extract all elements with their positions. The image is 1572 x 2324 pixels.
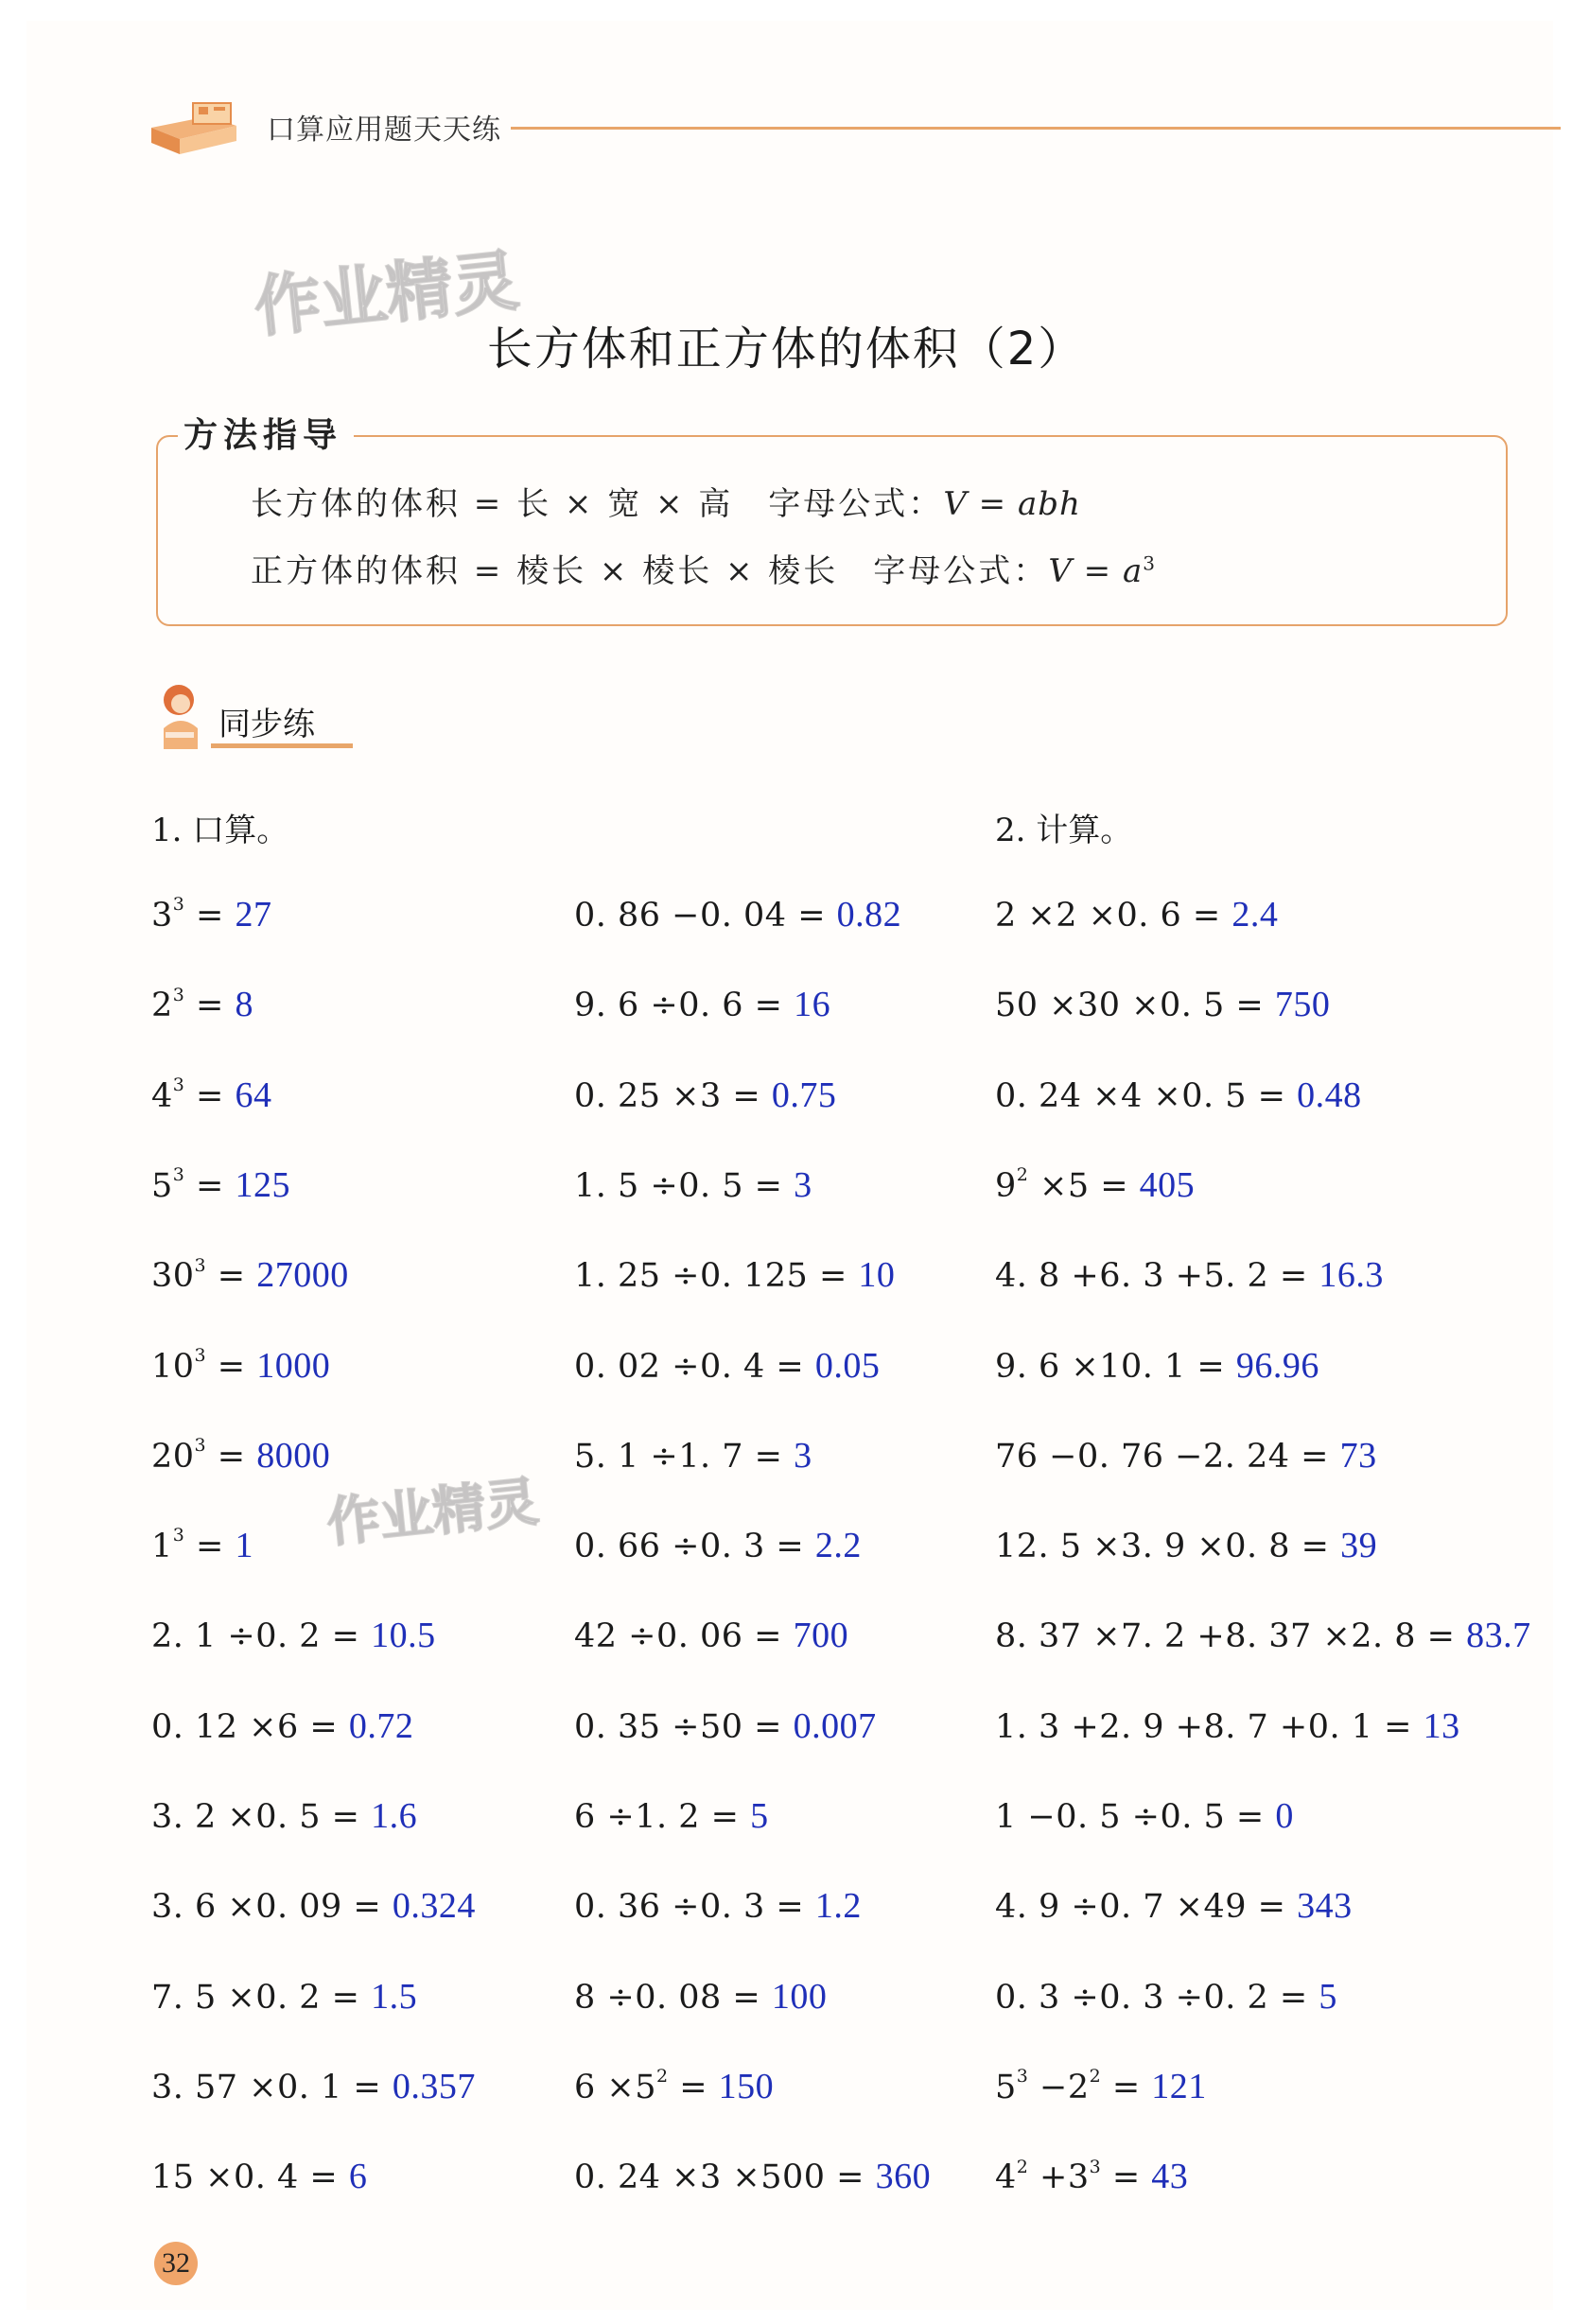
expression: $30^3$ =	[151, 1254, 257, 1296]
expression: 6 ÷1. 2 =	[574, 1798, 751, 1836]
expression: $2^3$ =	[151, 984, 236, 1025]
header-divider	[511, 127, 1561, 130]
expression: 2. 1 ÷0. 2 =	[151, 1617, 372, 1656]
problem-row	[995, 984, 1330, 1025]
answer: 0.05	[814, 1345, 881, 1386]
answer: 2.2	[814, 1526, 862, 1566]
method-line-text: 长方体的体积 = 长 × 宽 × 高 字母公式：	[251, 485, 944, 523]
answer: 39	[1340, 1526, 1378, 1566]
problem-row	[995, 1795, 1294, 1837]
expression: 4. 9 ÷0. 7 ×49 =	[995, 1888, 1298, 1927]
answer: 0.48	[1297, 1075, 1362, 1115]
problem-row	[574, 1705, 877, 1747]
problem-row	[995, 1976, 1337, 2018]
expression: $3^3$ =	[151, 894, 236, 935]
problem-row	[574, 1435, 812, 1477]
answer: 8	[235, 985, 253, 1025]
expression: $9^2 \times 5$ =	[995, 1164, 1140, 1205]
answer: 43	[1151, 2157, 1189, 2197]
problem-row	[151, 894, 271, 935]
expression: $5^3 -2^2$ =	[995, 2066, 1152, 2106]
answer: 16.3	[1319, 1255, 1384, 1296]
page-title: 长方体和正方体的体积（2）	[486, 323, 1086, 376]
problem-row	[574, 1525, 862, 1566]
expression: 9. 6 ÷0. 6 =	[574, 987, 795, 1025]
answer: 1.6	[371, 1796, 418, 1836]
exponent: 3	[1143, 551, 1158, 575]
problem-row	[995, 2066, 1207, 2107]
problem-row	[151, 1705, 413, 1747]
expression: 2 ×2 ×0. 6 =	[995, 897, 1232, 935]
expression: 4. 8 +6. 3 +5. 2 =	[995, 1257, 1319, 1296]
problem-row	[151, 2156, 367, 2197]
method-line-text: 正方体的体积 = 棱长 × 棱长 × 棱长 字母公式：	[251, 552, 1049, 590]
expression: $4^3$ =	[151, 1074, 236, 1115]
answer: 1000	[256, 1345, 331, 1386]
problem-row	[574, 1795, 769, 1837]
expression: 8 ÷0. 08 =	[574, 1978, 772, 2017]
section-label: 同步练	[218, 706, 315, 743]
answer: 0.82	[836, 895, 902, 935]
problem-row	[151, 1345, 330, 1387]
answer: 27000	[256, 1255, 349, 1296]
answer: 125	[235, 1164, 290, 1205]
problem-row	[574, 894, 901, 935]
formula: V = abh	[943, 485, 1081, 523]
answer: 8000	[256, 1435, 331, 1476]
expression: 1 −0. 5 ÷0. 5 =	[995, 1798, 1276, 1836]
expression: 0. 24 ×4 ×0. 5 =	[995, 1076, 1298, 1115]
problem-row	[151, 984, 253, 1025]
answer: 343	[1297, 1886, 1353, 1927]
formula: V = a	[1048, 552, 1144, 590]
question-2-heading: 2. 计算。	[995, 812, 1133, 849]
problem-row	[995, 1435, 1377, 1477]
expression: 0. 66 ÷0. 3 =	[574, 1528, 815, 1566]
expression: $1^3$ =	[151, 1525, 236, 1566]
answer: 121	[1151, 2066, 1207, 2106]
problem-row	[151, 1254, 349, 1296]
problem-row	[574, 2156, 931, 2197]
header-title: 口算应用题天天练	[267, 114, 501, 147]
page-number: 32	[154, 2242, 198, 2285]
expression: 0. 86 −0. 04 =	[574, 897, 837, 935]
answer: 3	[794, 1164, 812, 1205]
answer: 64	[235, 1075, 272, 1115]
problem-row	[995, 1075, 1362, 1116]
expression: 15 ×0. 4 =	[151, 2158, 349, 2197]
expression: 9. 6 ×10. 1 =	[995, 1347, 1236, 1386]
answer: 100	[771, 1976, 828, 2017]
problem-row	[151, 1435, 330, 1477]
problem-row	[151, 1525, 253, 1566]
expression: 3. 2 ×0. 5 =	[151, 1798, 372, 1836]
watermark: 作业精灵	[323, 1471, 542, 1555]
problem-row	[151, 1164, 290, 1206]
problem-row	[151, 1976, 417, 2018]
expression: 42 ÷0. 06 =	[574, 1617, 794, 1656]
expression: $20^3$ =	[151, 1435, 257, 1476]
answer: 1.5	[371, 1976, 418, 2017]
answer: 13	[1423, 1705, 1460, 1746]
answer: 10	[858, 1255, 896, 1296]
problem-row	[151, 1615, 436, 1656]
problem-row	[151, 2066, 476, 2107]
expression: 1. 3 +2. 9 +8. 7 +0. 1 =	[995, 1707, 1424, 1746]
expression: 7. 5 ×0. 2 =	[151, 1978, 372, 2017]
problem-row	[995, 1164, 1195, 1206]
answer: 73	[1339, 1435, 1377, 1476]
problem-row	[995, 1885, 1353, 1927]
answer: 0.324	[392, 1886, 476, 1927]
problem-row	[995, 1254, 1384, 1296]
problem-row	[151, 1885, 476, 1927]
answer: 10.5	[371, 1616, 436, 1656]
expression: 0. 3 ÷0. 3 ÷0. 2 =	[995, 1978, 1319, 2017]
expression: $10^3$ =	[151, 1344, 257, 1386]
problem-row	[574, 1976, 827, 2018]
problem-row	[151, 1075, 271, 1116]
problem-row	[574, 1345, 880, 1387]
problem-row	[574, 1615, 848, 1656]
expression: $6 \times 5^2$ =	[574, 2066, 719, 2106]
expression: 50 ×30 ×0. 5 =	[995, 987, 1275, 1025]
answer: 360	[875, 2157, 932, 2197]
method-label: 方法指导	[178, 409, 354, 457]
problem-row	[995, 1525, 1377, 1566]
expression: 0. 12 ×6 =	[151, 1707, 349, 1746]
problem-row	[574, 984, 830, 1025]
answer: 0.75	[771, 1075, 837, 1115]
question-1-heading: 1. 口算。	[151, 812, 289, 849]
answer: 0.007	[793, 1705, 877, 1746]
problem-row	[574, 2066, 774, 2107]
expression: 0. 35 ÷50 =	[574, 1707, 794, 1746]
problem-row	[151, 1795, 417, 1837]
answer: 700	[793, 1616, 849, 1656]
answer: 5	[750, 1796, 769, 1836]
answer: 750	[1274, 985, 1331, 1025]
method-box	[156, 435, 1508, 626]
watermark: 作业精灵	[251, 241, 523, 347]
method-line-cuboid	[251, 478, 1081, 524]
problem-row	[574, 1254, 895, 1296]
section-underline	[211, 743, 353, 748]
problem-row	[574, 1164, 812, 1206]
expression: $5^3$ =	[151, 1164, 236, 1205]
answer: 16	[794, 985, 831, 1025]
expression: 0. 24 ×3 ×500 =	[574, 2158, 876, 2197]
expression: 8. 37 ×7. 2 +8. 37 ×2. 8 =	[995, 1617, 1467, 1656]
method-line-cube	[251, 545, 1158, 591]
expression: 5. 1 ÷1. 7 =	[574, 1437, 795, 1476]
answer: 83.7	[1466, 1616, 1531, 1656]
problem-row	[574, 1075, 836, 1116]
expression: 1. 5 ÷0. 5 =	[574, 1166, 795, 1205]
answer: 27	[235, 895, 272, 935]
problem-row	[995, 1615, 1531, 1656]
expression: 0. 02 ÷0. 4 =	[574, 1347, 815, 1386]
expression: 3. 57 ×0. 1 =	[151, 2068, 393, 2106]
expression: 3. 6 ×0. 09 =	[151, 1888, 393, 1927]
answer: 5	[1319, 1976, 1337, 2017]
expression: 12. 5 ×3. 9 ×0. 8 =	[995, 1528, 1341, 1566]
answer: 0.357	[392, 2066, 476, 2106]
problem-row	[995, 1705, 1460, 1747]
answer: 150	[718, 2066, 775, 2106]
problem-row	[574, 1885, 862, 1927]
problem-row	[995, 1345, 1319, 1387]
problem-row	[995, 2156, 1188, 2197]
answer: 1	[235, 1526, 253, 1566]
answer: 3	[794, 1435, 812, 1476]
books-icon	[142, 90, 253, 166]
answer: 2.4	[1231, 895, 1279, 935]
expression: 76 −0. 76 −2. 24 =	[995, 1437, 1340, 1476]
answer: 0.72	[348, 1705, 414, 1746]
expression: 1. 25 ÷0. 125 =	[574, 1257, 859, 1296]
answer: 1.2	[814, 1886, 862, 1927]
expression: 0. 36 ÷0. 3 =	[574, 1888, 815, 1927]
expression: 0. 25 ×3 =	[574, 1076, 772, 1115]
answer: 96.96	[1235, 1345, 1319, 1386]
problem-row	[995, 894, 1278, 935]
student-icon	[154, 681, 207, 753]
answer: 0	[1275, 1796, 1294, 1836]
section-header	[154, 681, 353, 757]
answer: 405	[1139, 1164, 1196, 1205]
expression: $4^2 +3^3$ =	[995, 2156, 1152, 2197]
answer: 6	[348, 2157, 368, 2197]
